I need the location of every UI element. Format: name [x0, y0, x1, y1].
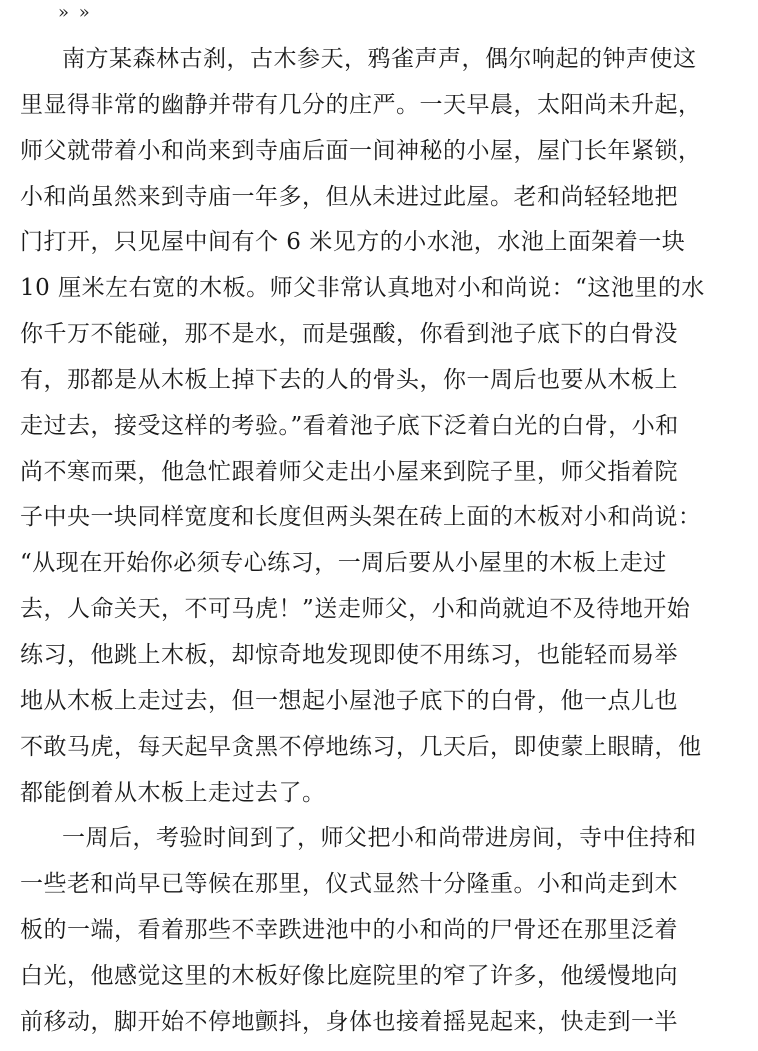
paragraph-1-line-8: 有，那都是从木板上掉下去的人的骨头，你一周后也要从木板上 — [20, 366, 678, 393]
paragraph-2-line-1: 一周后，考验时间到了，师父把小和尚带进房间，寺中住持和 — [62, 825, 697, 852]
body-text — [20, 37, 738, 1046]
paragraph-2-line-5: 前移动，脚开始不停地颤抖，身体也接着摇晃起来，快走到一半 — [20, 1008, 678, 1035]
paragraph-1-line-5: 门打开，只见屋中间有个 6 米见方的小水池，水池上面架着一块 — [20, 229, 686, 256]
paragraph-1-line-16: 不敢马虎，每天起早贪黑不停地练习，几天后，即使蒙上眼睛，他 — [20, 733, 702, 760]
paragraph-1-line-2: 里显得非常的幽静并带有几分的庄严。一天早晨，太阳尚未升起， — [20, 91, 702, 118]
paragraph-1-line-6: 10 厘米左右宽的木板。师父非常认真地对小和尚说：“这池里的水 — [20, 275, 705, 302]
paragraph-2-line-3: 板的一端，看着那些不幸跌进池中的小和尚的尸骨还在那里泛着 — [20, 917, 678, 944]
paragraph-1-line-9: 走过去，接受这样的考验。”看着池子底下泛着白光的白骨，小和 — [20, 412, 679, 439]
paragraph-1-line-13: 去，人命关天，不可马虎！”送走师父，小和尚就迫不及待地开始 — [20, 596, 691, 623]
paragraph-1-line-3: 师父就带着小和尚来到寺庙后面一间神秘的小屋，屋门长年紧锁， — [20, 137, 702, 164]
paragraph-1-line-7: 你千万不能碰，那不是水，而是强酸，你看到池子底下的白骨没 — [20, 321, 678, 348]
paragraph-1-line-10: 尚不寒而栗，他急忙跟着师父走出小屋来到院子里，师父指着院 — [20, 458, 678, 485]
page-marker: » » — [58, 2, 92, 23]
paragraph-2-line-4: 白光，他感觉这里的木板好像比庭院里的窄了许多，他缓慢地向 — [20, 962, 678, 989]
paragraph-1-line-17: 都能倒着从木板上走过去了。 — [20, 779, 326, 806]
paragraph-1-line-12: “从现在开始你必须专心练习，一周后要从小屋里的木板上走过 — [20, 550, 667, 577]
paragraph-1-line-15: 地从木板上走过去，但一想起小屋池子底下的白骨，他一点儿也 — [20, 687, 678, 714]
paragraph-1-line-1: 南方某森林古刹，古木参天，鸦雀声声，偶尔响起的钟声使这 — [62, 46, 697, 72]
paragraph-1-line-14: 练习，他跳上木板，却惊奇地发现即使不用练习，也能轻而易举 — [20, 641, 678, 668]
paragraph-1-line-4: 小和尚虽然来到寺庙一年多，但从未进过此屋。老和尚轻轻地把 — [20, 183, 678, 210]
paragraph-1-line-11: 子中央一块同样宽度和长度但两头架在砖上面的木板对小和尚说： — [20, 504, 702, 531]
paragraph-2-line-2: 一些老和尚早已等候在那里，仪式显然十分隆重。小和尚走到木 — [20, 871, 678, 898]
